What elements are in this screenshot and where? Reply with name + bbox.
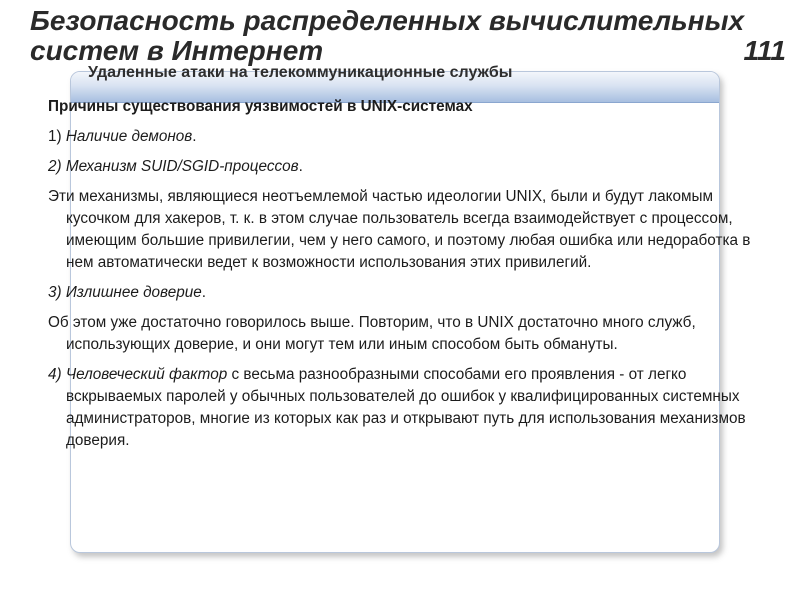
list-item-2-text: 2) Механизм SUID/SGID-процессов <box>48 158 299 175</box>
paragraph-1: Эти механизмы, являющиеся неотъемлемой частью идеологии UNIX, были и будут лакомым кусочком для хакеров, т. к. в этом случае пользователь всегда взаимодействует с процессом, имеющим большие привилегии, чем у него самого, и поэтому любая ошибка или недоработка в нем автоматически ведет к возможности использования этих привилегий. <box>48 188 751 271</box>
list-item-2-dot: . <box>298 158 303 175</box>
list-item-1-dot: . <box>192 128 197 145</box>
list-item-4-text: 4) Человеческий фактор <box>48 366 228 383</box>
list-item-4 <box>48 364 756 452</box>
content-body <box>48 96 756 460</box>
paragraph-2: Об этом уже достаточно говорилось выше. Повторим, что в UNIX достаточно много служб, использующих доверие, и они могут тем или иным способом быть обмануты. <box>48 314 696 353</box>
list-item-1-text: Наличие демонов <box>65 128 193 145</box>
list-item-3-text: 3) Излишнее доверие <box>48 284 202 301</box>
list-item-1-number: 1) <box>48 128 62 145</box>
list-item-3 <box>48 282 756 304</box>
list-item-2 <box>48 156 756 178</box>
list-item-1 <box>48 126 756 148</box>
page-number: 111 <box>743 35 786 66</box>
list-item-3-dot: . <box>201 284 206 301</box>
list-item-4-rest: с весьма разнообразными способами его проявления - от легко вскрываемых паролей у обычных пользователей до ошибок у квалифицированных системных администраторов, многие из которых как раз и открывают путь для использования механизмов доверия. <box>66 366 746 449</box>
section-title: Удаленные атаки на телекоммуникационные службы <box>88 64 513 81</box>
slide-title: Безопасность распределенных вычислительных систем в Интернет <box>30 5 745 66</box>
content-heading: Причины существования уязвимостей в UNIX-системах <box>48 98 473 115</box>
